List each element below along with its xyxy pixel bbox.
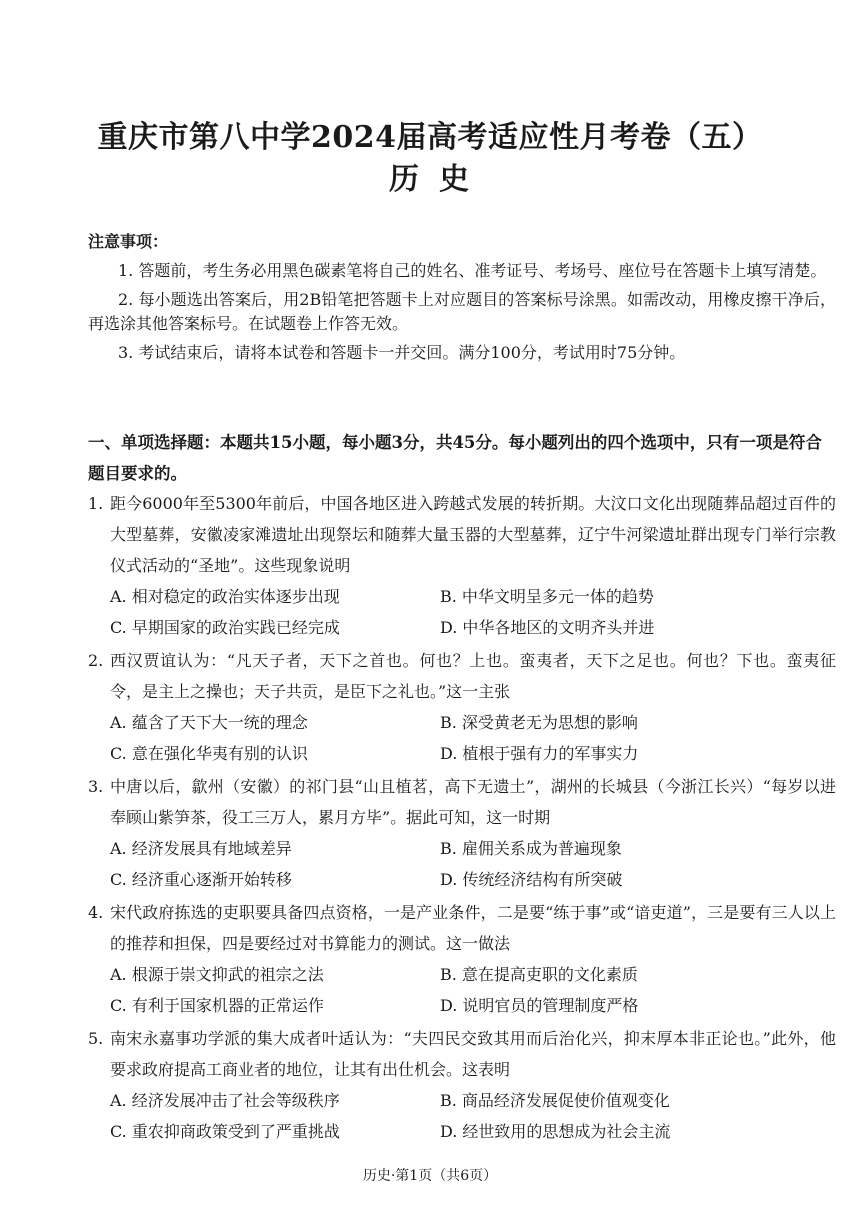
question-3 [88, 771, 836, 895]
notice-item: 1. 答题前，考生务必用黑色碳素笔将自己的姓名、准考证号、考场号、座位号在答题卡上填写清楚。 [118, 260, 827, 280]
option-b: B. 商品经济发展促使价值观变化 [440, 1091, 670, 1110]
option-c: C. 有利于国家机器的正常运作 [110, 996, 324, 1015]
notice-item: 3. 考试结束后，请将本试卷和答题卡一并交回。满分100分，考试用时75分钟。 [118, 343, 686, 363]
notice-item: 2. 每小题选出答案后，用2B铅笔把答题卡上对应题目的答案标号涂黑。如需改动，用橡皮擦干净后，再选涂其他答案标号。在试题卷上作答无效。 [88, 289, 836, 334]
exam-title: 重庆市第八中学2024届高考适应性月考卷（五） [97, 120, 763, 155]
section-heading: 一、单项选择题：本题共15小题，每小题3分，共45分。每小题列出的四个选项中，只有一项是符合题目要求的。 [88, 433, 822, 483]
option-d: D. 传统经济结构有所突破 [440, 870, 623, 889]
question-stem: 距今6000年至5300年前后，中国各地区进入跨越式发展的转折期。大汶口文化出现随葬品超过百件的大型墓葬，安徽凌家滩遗址出现祭坛和随葬大量玉器的大型墓葬，辽宁牛河梁遗址群出现专门举行宗教仪式活动的“圣地”。这些现象说明 [110, 494, 836, 575]
option-c: C. 意在强化华夷有别的认识 [110, 744, 308, 763]
option-b: B. 深受黄老无为思想的影响 [440, 713, 638, 732]
question-number: 4. [88, 903, 104, 922]
notice-block [88, 230, 836, 370]
option-b: B. 中华文明呈多元一体的趋势 [440, 587, 654, 606]
option-a: A. 根源于崇文抑武的祖宗之法 [110, 965, 324, 984]
question-1 [88, 488, 836, 643]
question-5 [88, 1023, 836, 1147]
option-d: D. 经世致用的思想成为社会主流 [440, 1122, 671, 1141]
question-stem: 宋代政府拣选的吏职要具备四点资格，一是产业条件，二是要“练于事”或“谙吏道”，三是要有三人以上的推荐和担保，四是要经过对书算能力的测试。这一做法 [110, 903, 836, 953]
question-number: 1. [88, 494, 104, 513]
page-footer: 历史·第1页（共6页） [362, 1168, 498, 1184]
question-stem: 中唐以后，歙州（安徽）的祁门县“山且植茗，高下无遗土”，湖州的长城县（今浙江长兴）“每岁以进奉顾山紫笋茶，役工三万人，累月方毕”。据此可知，这一时期 [110, 777, 836, 827]
question-number: 2. [88, 651, 104, 670]
option-c: C. 经济重心逐渐开始转移 [110, 870, 292, 889]
question-2 [88, 645, 836, 769]
question-stem: 南宋永嘉事功学派的集大成者叶适认为：“夫四民交致其用而后治化兴，抑末厚本非正论也。”此外，他要求政府提高工商业者的地位，让其有出仕机会。这表明 [110, 1029, 836, 1079]
option-d: D. 植根于强有力的军事实力 [440, 744, 639, 763]
question-4 [88, 897, 836, 1021]
option-a: A. 经济发展冲击了社会等级秩序 [110, 1091, 340, 1110]
question-number: 5. [88, 1029, 104, 1048]
question-number: 3. [88, 777, 104, 796]
option-d: D. 说明官员的管理制度严格 [440, 996, 639, 1015]
option-b: B. 意在提高吏职的文化素质 [440, 965, 638, 984]
option-c: C. 早期国家的政治实践已经完成 [110, 618, 340, 637]
option-a: A. 蕴含了天下大一统的理念 [110, 713, 308, 732]
option-b: B. 雇佣关系成为普遍现象 [440, 839, 622, 858]
option-a: A. 经济发展具有地域差异 [110, 839, 292, 858]
question-stem: 西汉贾谊认为：“凡天子者，天下之首也。何也？上也。蛮夷者，天下之足也。何也？下也。蛮夷征令，是主上之操也；天子共贡，是臣下之礼也。”这一主张 [110, 651, 836, 701]
question-list [88, 488, 836, 1149]
option-a: A. 相对稳定的政治实体逐步出现 [110, 587, 340, 606]
subject-title: 历史 [389, 162, 489, 197]
option-c: C. 重农抑商政策受到了严重挑战 [110, 1122, 340, 1141]
notice-heading: 注意事项： [88, 232, 169, 251]
option-d: D. 中华各地区的文明齐头并进 [440, 618, 655, 637]
